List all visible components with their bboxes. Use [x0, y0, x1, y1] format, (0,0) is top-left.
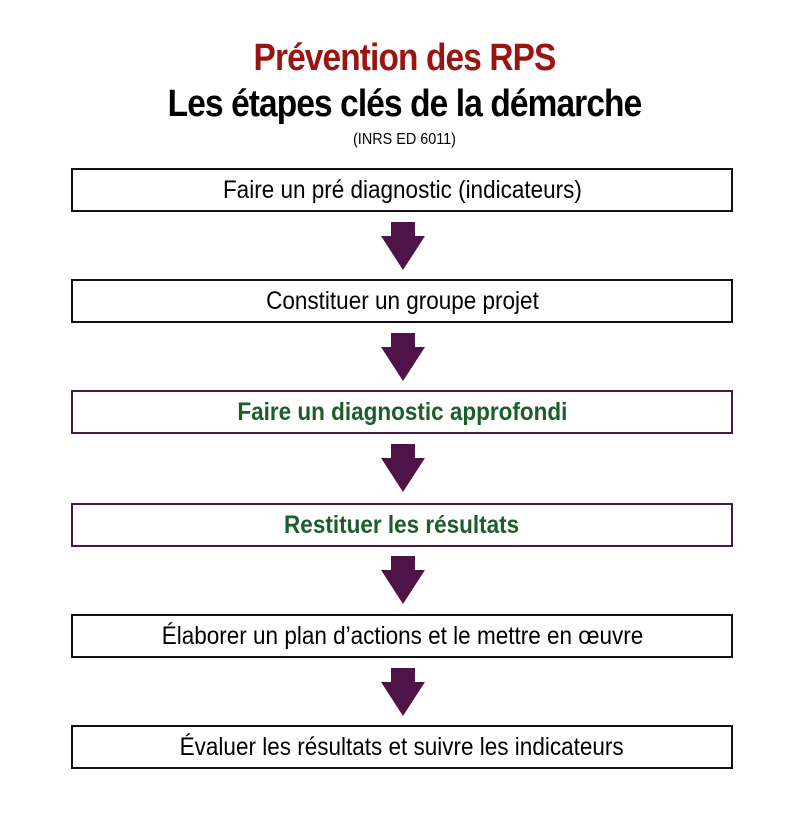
step-box-5: [71, 614, 733, 658]
diagram-subtitle: Les étapes clés de la démarche: [167, 83, 642, 125]
step-box-3: [71, 390, 733, 434]
step-label: Élaborer un plan d’actions et le mettre en œuvre: [161, 622, 643, 650]
step-label: Restituer les résultats: [284, 511, 520, 539]
down-arrow-icon: [381, 333, 425, 381]
step-label: Constituer un groupe projet: [265, 287, 539, 315]
down-arrow-icon: [381, 222, 425, 270]
step-box-4: [71, 503, 733, 547]
down-arrow-icon: [381, 556, 425, 604]
down-arrow-icon: [381, 668, 425, 716]
down-arrow-icon: [381, 444, 425, 492]
step-box-6: [71, 725, 733, 769]
step-label: Faire un diagnostic approfondi: [236, 398, 568, 426]
diagram-source: (INRS ED 6011): [353, 131, 456, 148]
step-label: Faire un pré diagnostic (indicateurs): [222, 176, 582, 204]
step-label: Évaluer les résultats et suivre les indicateurs: [180, 733, 624, 761]
step-box-2: [71, 279, 733, 323]
diagram-title: Prévention des RPS: [253, 37, 556, 79]
step-box-1: [71, 168, 733, 212]
